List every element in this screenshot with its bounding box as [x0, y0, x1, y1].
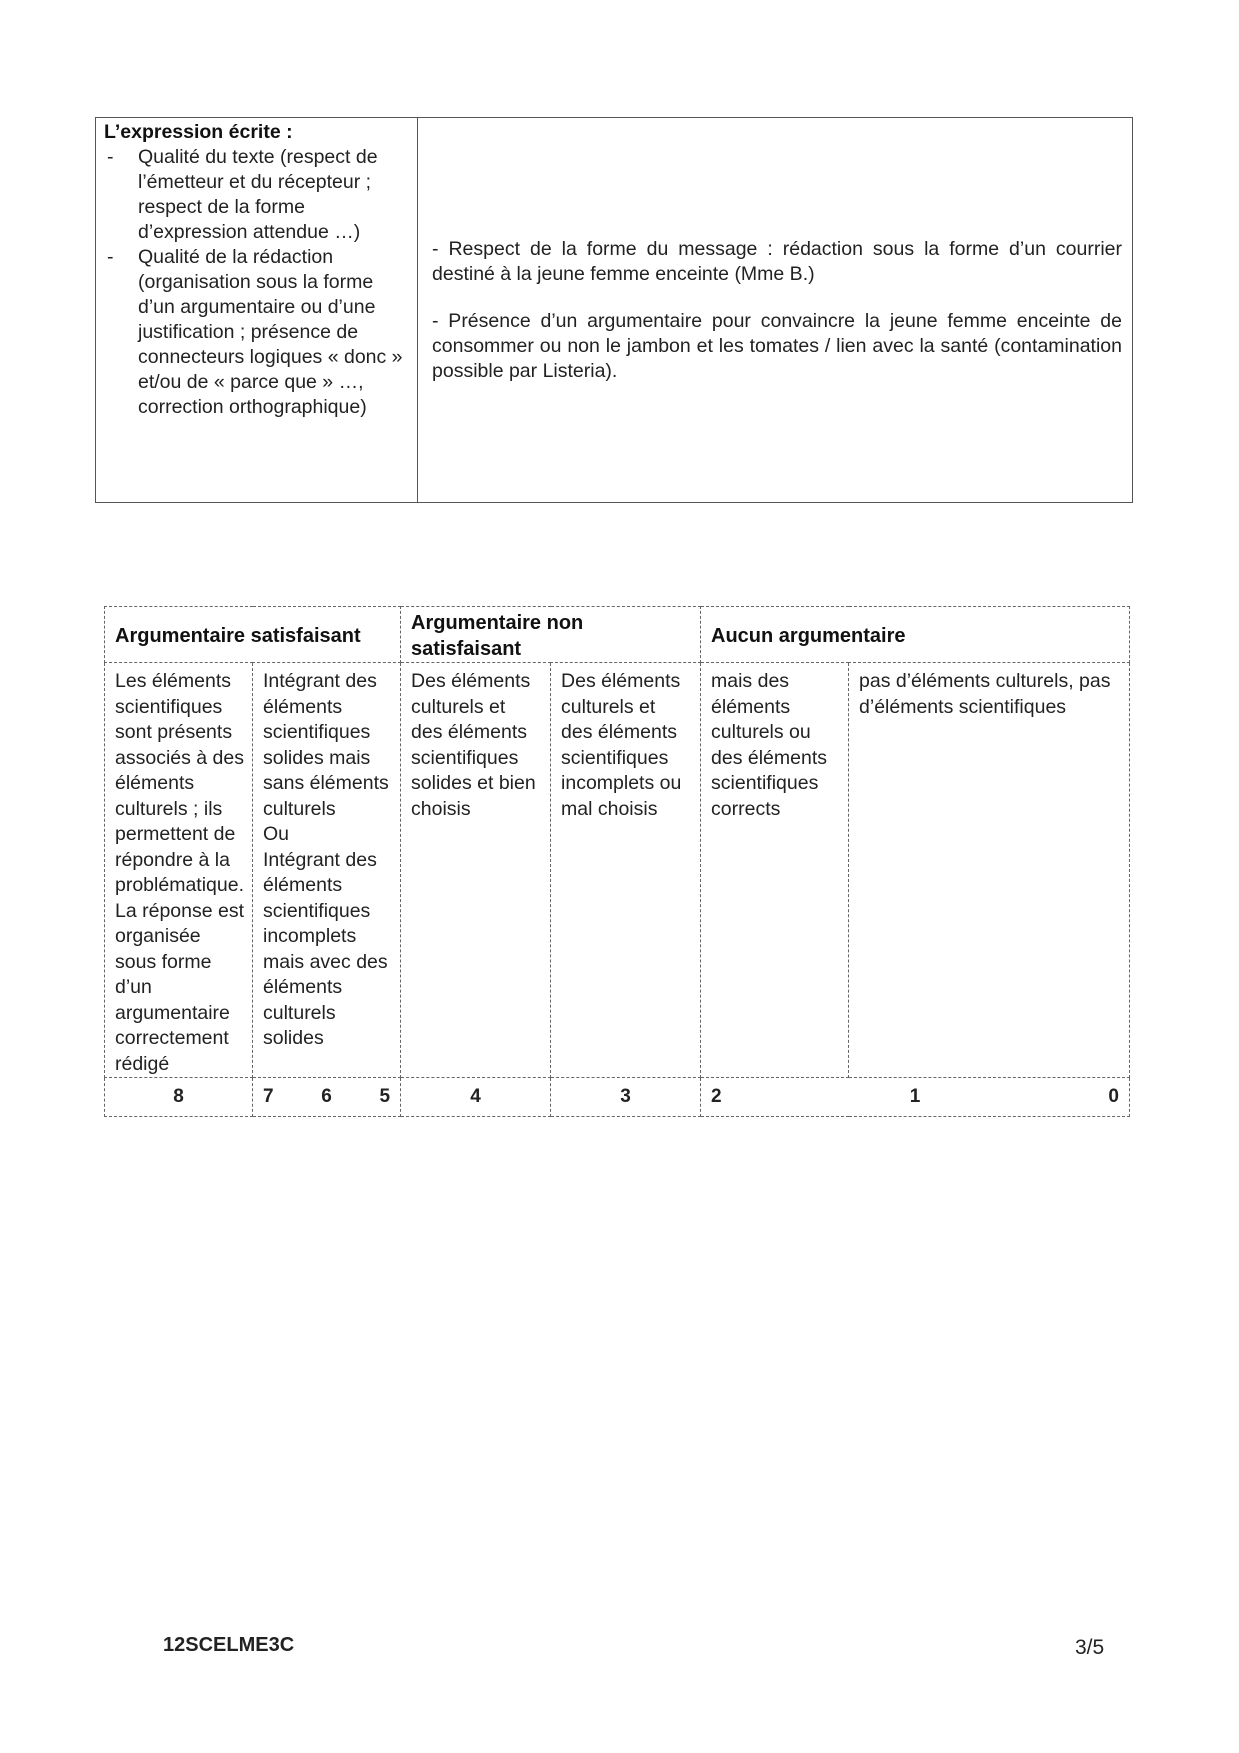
header-non-satisfaisant: Argumentaire non satisfaisant: [401, 607, 701, 663]
score-value: 3: [620, 1086, 631, 1108]
grading-body-row: [105, 663, 1130, 1078]
criteria-expectation: - Présence d’un argumentaire pour convaincre la jeune femme enceinte de consommer ou non le jambon et les tomates / lien avec la santé (contamination possible par Listeria).: [432, 309, 1122, 382]
grading-cell: mais des éléments culturels ou des éléments scientifiques corrects: [701, 663, 849, 1078]
score-value: 0: [1108, 1086, 1119, 1108]
grading-cell-text: Ou: [263, 823, 290, 845]
score-value: 6: [321, 1086, 332, 1108]
grading-cell: Des éléments culturels et des éléments scientifiques incomplets ou mal choisis: [551, 663, 701, 1078]
criteria-right-cell: [418, 118, 1133, 503]
document-code: 12SCELME3C: [163, 1634, 295, 1656]
score-cell: [401, 1078, 551, 1117]
criteria-item: - Qualité du texte (respect de l’émetteur et du récepteur ; respect de la forme d’expression attendue …): [104, 145, 409, 245]
score-cell: [105, 1078, 253, 1117]
criteria-list: [104, 145, 409, 420]
score-value: 1: [909, 1086, 921, 1108]
grading-table: [104, 606, 1130, 1117]
score-cell: [701, 1078, 1130, 1117]
score-value: 7: [263, 1086, 274, 1108]
grading-cell-text: Intégrant des éléments scientifiques incomplets mais avec des éléments culturels solides: [263, 848, 388, 1049]
header-satisfaisant: Argumentaire satisfaisant: [105, 607, 401, 663]
grading-cell: pas d’éléments culturels, pas d’éléments scientifiques: [849, 663, 1130, 1078]
grading-header-row: [105, 607, 1130, 663]
criteria-expectation: - Respect de la forme du message : rédaction sous la forme d’un courrier destiné à la jeune femme enceinte (Mme B.): [432, 237, 1122, 285]
score-value: 2: [711, 1086, 722, 1108]
score-cell: [551, 1078, 701, 1117]
criteria-left-cell: [96, 118, 418, 503]
grading-score-row: [105, 1078, 1130, 1117]
header-aucun: Aucun argumentaire: [701, 607, 1130, 663]
criteria-row: [96, 118, 1133, 503]
score-cell: [253, 1078, 401, 1117]
criteria-item: - Qualité de la rédaction (organisation sous la forme d’un argumentaire ou d’une justification ; présence de connecteurs logiques « donc » et/ou de « parce que » …, correction orthographique): [104, 245, 409, 420]
score-value: 4: [470, 1086, 481, 1108]
criteria-table: [95, 117, 1133, 503]
grading-cell: Les éléments scientifiques sont présents associés à des éléments culturels ; ils permettent de répondre à la problématique. La réponse est organisée sous forme d’un argumentaire correctement rédigé: [105, 663, 253, 1078]
grading-cell: [253, 663, 401, 1078]
grading-cell-text: Intégrant des éléments scientifiques solides mais sans éléments culturels: [263, 670, 389, 820]
page-number: 3/5: [1075, 1636, 1105, 1659]
grading-cell: Des éléments culturels et des éléments scientifiques solides et bien choisis: [401, 663, 551, 1078]
criteria-heading: L’expression écrite :: [104, 121, 293, 143]
score-value: 5: [379, 1086, 391, 1108]
score-value: 8: [173, 1086, 184, 1108]
